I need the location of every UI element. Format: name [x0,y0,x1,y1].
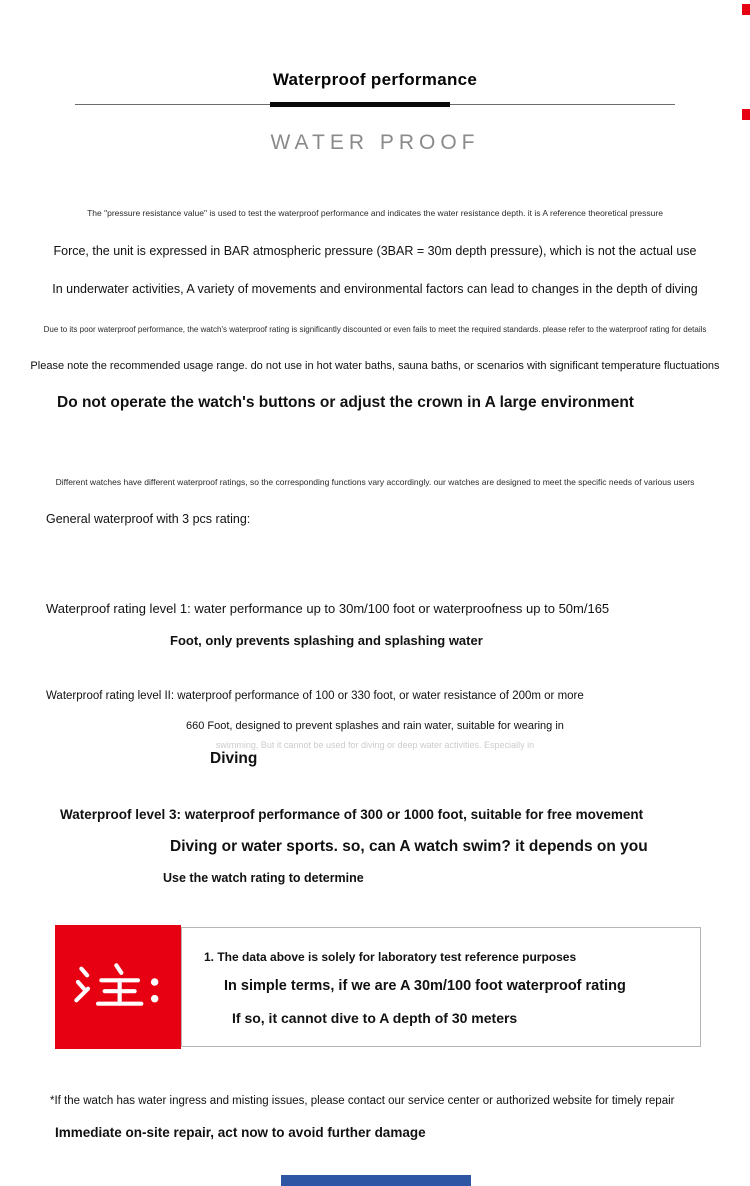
note-line-1: 1. The data above is solely for laboratory test reference purposes [204,950,577,964]
paragraph-usage-range: Please note the recommended usage range. do not use in hot water baths, sauna baths, or scenarios with significant temperature fluctuations [30,360,720,372]
footer-repair-cta: Immediate on-site repair, act now to avoid further damage [55,1125,426,1140]
note-line-2: In simple terms, if we are A 30m/100 foot waterproof rating [224,978,626,994]
paragraph-rating-determine: Use the watch rating to determine [163,871,364,885]
note-line-3: If so, it cannot dive to A depth of 30 meters [232,1010,518,1026]
note-cjk-label-icon [68,960,168,1014]
paragraph-level3-continued: Diving or water sports. so, can A watch swim? it depends on you [170,838,648,855]
paragraph-level1-continued: Foot, only prevents splashing and splashing water [170,633,483,648]
page-title: Waterproof performance [272,70,478,89]
divider-accent-bar [270,102,450,107]
note-box [55,925,701,1049]
edge-mark-top [742,4,750,15]
paragraph-different-ratings: Different watches have different waterproof ratings, so the corresponding functions vary accordingly. our watches are designed to meet the specific needs of various users [55,477,695,487]
paragraph-diving: Diving [210,750,258,767]
paragraph-underwater-activities: In underwater activities, A variety of movements and environmental factors can lead to changes in the depth of diving [52,282,698,296]
footer-repair-notice: *If the watch has water ingress and misting issues, please contact our service center or authorized website for timely repair [50,1095,675,1107]
section-subtitle: WATER PROOF [270,131,480,154]
note-content-box [181,927,701,1047]
paragraph-do-not-operate: Do not operate the watch's buttons or adjust the crown in A large environment [57,394,634,411]
title-divider [75,101,675,108]
note-red-badge [55,925,181,1049]
paragraph-faded-line: swimming, But it cannot be used for diving or deep water activities. Especially in [215,740,535,750]
paragraph-pressure-value: The "pressure resistance value" is used to test the waterproof performance and indicates the water resistance depth. it is A reference theoretical pressure [87,208,663,218]
paragraph-level3: Waterproof level 3: waterproof performance of 300 or 1000 foot, suitable for free movement [60,807,644,822]
next-section-blue-bar [281,1175,471,1186]
paragraph-level1: Waterproof rating level 1: water performance up to 30m/100 foot or waterproofness up to 50m/165 [46,601,610,616]
paragraph-general-rating: General waterproof with 3 pcs rating: [46,512,251,526]
paragraph-waterproof-discount: Due to its poor waterproof performance, the watch's waterproof rating is significantly discounted or even fails to meet the required standards. please refer to the waterproof rating for details [43,325,707,334]
paragraph-level2-continued: 660 Foot, designed to prevent splashes and rain water, suitable for wearing in [186,720,564,732]
paragraph-bar-pressure: Force, the unit is expressed in BAR atmospheric pressure (3BAR = 30m depth pressure), which is not the actual use [53,244,697,258]
edge-mark-mid [742,109,750,120]
paragraph-level2: Waterproof rating level II: waterproof performance of 100 or 330 foot, or water resistance of 200m or more [46,690,584,702]
